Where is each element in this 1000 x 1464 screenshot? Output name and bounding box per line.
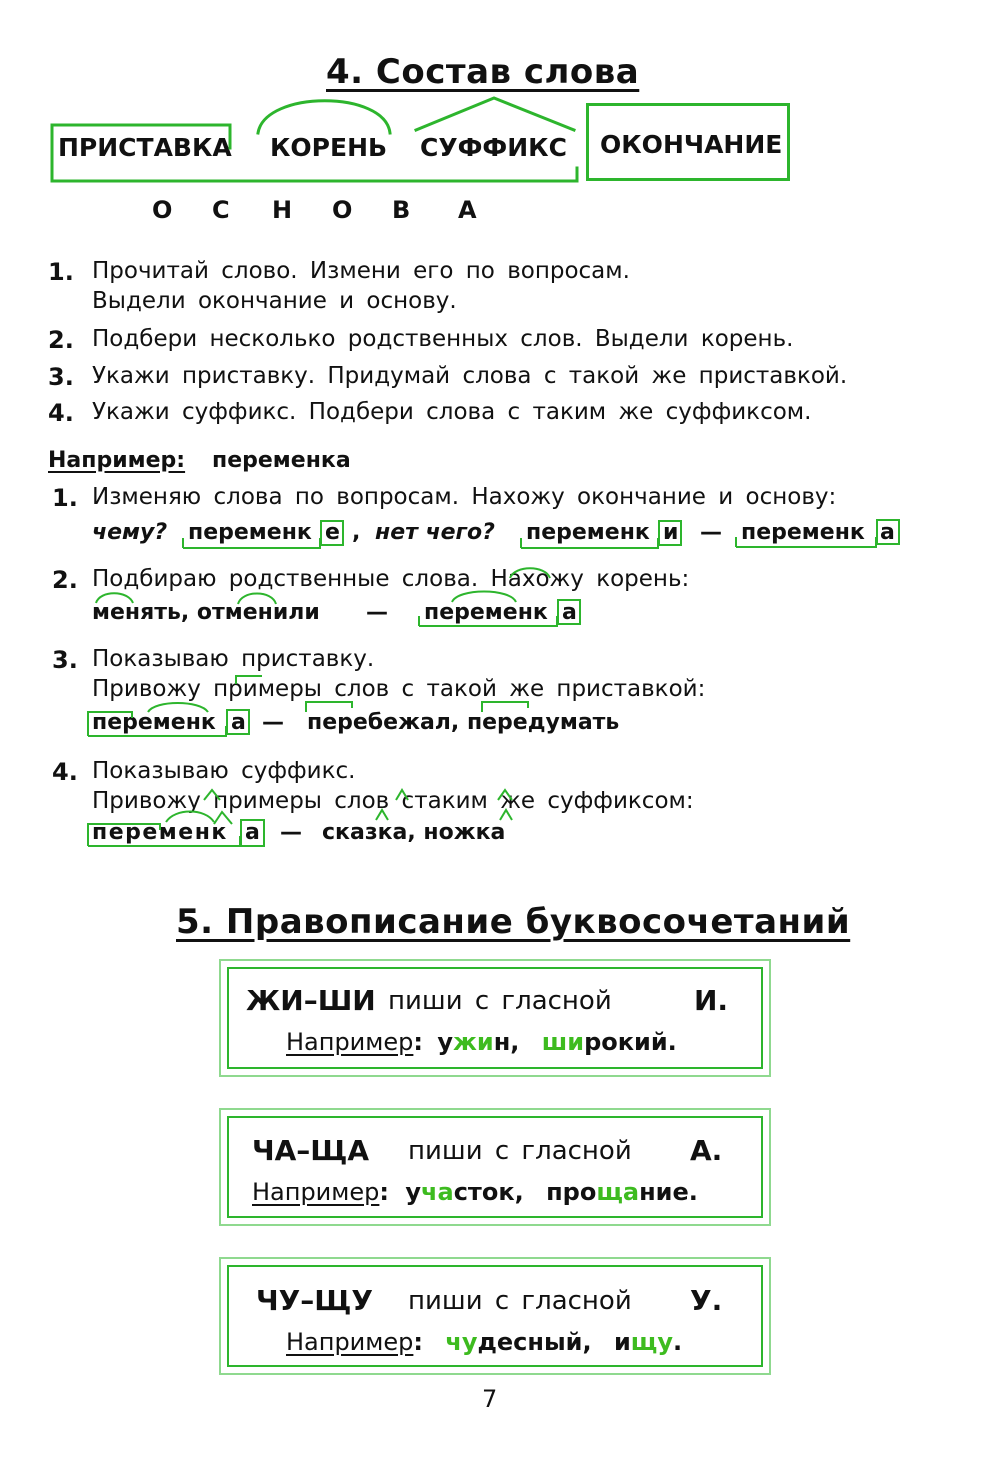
page-number: 7 xyxy=(482,1385,498,1413)
rule-1-vowel: И. xyxy=(694,984,729,1017)
example-2-ending: а xyxy=(562,600,577,625)
suffix-caret xyxy=(498,790,512,800)
example-3-stem: переменк xyxy=(92,710,216,735)
rule-2-example: Например: участок, прощание. xyxy=(252,1178,698,1206)
rule-1-example: Например: ужин, широкий. xyxy=(286,1028,677,1056)
rule-1-text: пиши с гласной xyxy=(388,986,612,1016)
example-1-comma: , xyxy=(352,520,361,545)
rule-3-vowel: У. xyxy=(690,1284,723,1317)
rule-1-combo: ЖИ–ШИ xyxy=(246,984,376,1017)
rule-2-combo: ЧА–ЩА xyxy=(252,1134,370,1167)
rule-3-text: пиши с гласной xyxy=(408,1286,632,1316)
ending-label: ОКОНЧАНИЕ xyxy=(600,130,783,159)
example-1-dash: — xyxy=(700,520,722,545)
example-label: Например xyxy=(252,1178,380,1206)
root-arc xyxy=(166,812,214,823)
step-1-line-2: Выдели окончание и основу. xyxy=(92,288,457,314)
example-1-question-1: чему? xyxy=(92,520,168,545)
step-2-line-1: Подбери несколько родственных слов. Выдели корень. xyxy=(92,326,794,352)
prefix-mark xyxy=(482,702,528,712)
stem-bracket xyxy=(183,538,320,548)
example-1-ending-2: и xyxy=(663,520,679,545)
step-2-number: 2. xyxy=(48,326,74,354)
example-1-stem-3: переменк xyxy=(741,520,865,545)
prefix-mark xyxy=(236,676,262,684)
example-word: переменка xyxy=(212,448,351,473)
root-label: КОРЕНЬ xyxy=(270,133,388,162)
suffix-caret xyxy=(396,790,408,800)
prefix-label: ПРИСТАВКА xyxy=(58,133,232,162)
rule-2-vowel: А. xyxy=(690,1134,723,1167)
stem-letter-2: С xyxy=(212,196,230,224)
stem-bracket xyxy=(736,537,876,547)
root-arc xyxy=(258,101,390,133)
example-3-number: 3. xyxy=(52,646,78,674)
example-1-ending-1: е xyxy=(325,520,340,545)
example-1-stem-2: переменк xyxy=(526,520,650,545)
stem-letter-1: О xyxy=(152,196,173,224)
suffix-caret xyxy=(204,790,220,800)
stem-letter-6: А xyxy=(458,196,477,224)
example-4-text-1: Показываю суффикс. xyxy=(92,758,356,784)
highlight-letters: ща xyxy=(596,1178,640,1206)
example-4-words: сказка, ножка xyxy=(322,820,506,845)
stem-bracket xyxy=(52,168,577,181)
example-1-number: 1. xyxy=(52,484,78,512)
root-arc xyxy=(452,592,516,603)
rule-3-example: Например: чудесный, ищу. xyxy=(286,1328,683,1356)
rule-3-combo: ЧУ–ЩУ xyxy=(256,1284,373,1317)
example-3-ending: а xyxy=(231,710,246,735)
rule-2-text: пиши с гласной xyxy=(408,1136,632,1166)
prefix-bracket xyxy=(52,125,230,181)
step-3-line-1: Укажи приставку. Придумай слова с такой же приставкой. xyxy=(92,363,848,389)
highlight-letters: ча xyxy=(421,1178,454,1206)
suffix-caret xyxy=(500,810,512,820)
example-2-dash: — xyxy=(366,600,388,625)
stem-bracket xyxy=(521,538,658,548)
suffix-caret xyxy=(214,812,232,824)
root-arc xyxy=(510,568,550,578)
stem-bracket xyxy=(88,836,240,846)
step-4-number: 4. xyxy=(48,399,74,427)
prefix-bracket xyxy=(88,824,160,846)
highlight-letters: чу xyxy=(445,1328,478,1356)
example-1-question-2: нет чего? xyxy=(375,520,495,545)
stem-letter-5: В xyxy=(392,196,411,224)
example-4-ending: а xyxy=(245,820,260,845)
stem-letter-4: О xyxy=(332,196,353,224)
example-2-related-words: менять, отменили xyxy=(92,600,320,625)
prefix-mark xyxy=(306,702,352,712)
example-4-number: 4. xyxy=(52,758,78,786)
suffix-label: СУФФИКС xyxy=(420,133,567,162)
suffix-caret xyxy=(416,98,574,130)
example-4-stem: переменк xyxy=(92,820,228,845)
step-4-line-1: Укажи суффикс. Подбери слова с таким же суффиксом. xyxy=(92,399,812,425)
example-3-dash: — xyxy=(262,710,284,735)
highlight-letters: ши xyxy=(541,1028,585,1056)
step-3-number: 3. xyxy=(48,363,74,391)
highlight-letters: щу xyxy=(630,1328,673,1356)
example-2-stem: переменк xyxy=(424,600,548,625)
step-1-line-1: Прочитай слово. Измени его по вопросам. xyxy=(92,258,630,284)
example-2-text: Подбираю родственные слова. Нахожу корень: xyxy=(92,566,690,592)
example-3-text-1: Показываю приставку. xyxy=(92,646,375,672)
example-2-number: 2. xyxy=(52,566,78,594)
root-arc xyxy=(238,594,276,605)
highlight-letters: жи xyxy=(453,1028,494,1056)
step-1-number: 1. xyxy=(48,258,74,286)
suffix-caret xyxy=(376,810,388,820)
stem-bracket xyxy=(88,726,226,736)
section-5-title: 5. Правописание буквосочетаний xyxy=(176,902,851,942)
stem-bracket xyxy=(419,616,557,626)
example-4-text-2: Привожу примеры слов стаким же суффиксом: xyxy=(92,788,694,814)
root-arc xyxy=(96,593,133,603)
section-4-title: 4. Состав слова xyxy=(326,52,640,92)
example-3-words: перебежал, передумать xyxy=(307,710,620,735)
example-4-dash: — xyxy=(280,820,302,845)
stem-letter-3: Н xyxy=(272,196,293,224)
prefix-bracket xyxy=(88,712,132,736)
example-label: Например xyxy=(286,1028,414,1056)
example-1-stem-1: переменк xyxy=(188,520,312,545)
root-arc xyxy=(148,703,208,712)
example-label: Например: xyxy=(48,448,186,473)
example-1-text: Изменяю слова по вопросам. Нахожу окончание и основу: xyxy=(92,484,837,510)
example-1-ending-3: а xyxy=(880,520,895,545)
example-3-text-2: Привожу примеры слов с такой же приставкой: xyxy=(92,676,706,702)
example-label: Например xyxy=(286,1328,414,1356)
